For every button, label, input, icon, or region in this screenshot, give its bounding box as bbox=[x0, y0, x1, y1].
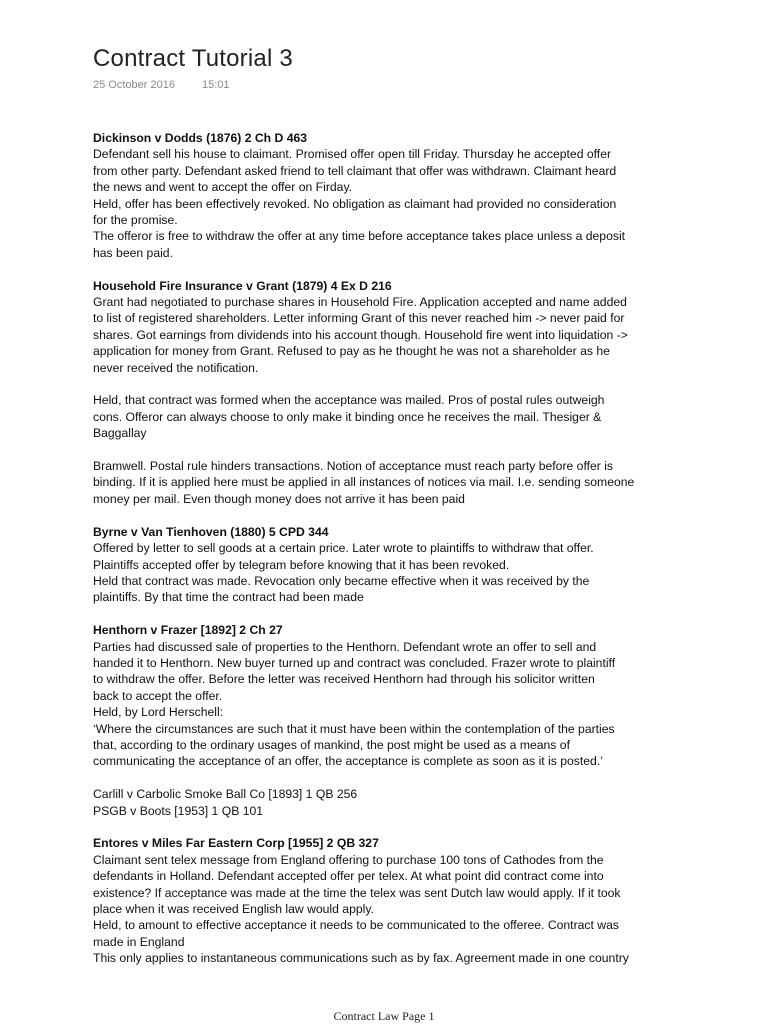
note-line: handed it to Henthorn. New buyer turned up and contract was concluded. Frazer wrote to plaintiff bbox=[93, 655, 616, 670]
note-line: Defendant sell his house to claimant. Promised offer open till Friday. Thursday he accepted offer bbox=[93, 147, 612, 162]
case-heading: Dickinson v Dodds (1876) 2 Ch D 463 bbox=[93, 131, 308, 145]
note-line: binding. If it is applied here must be applied in all instances of notices via mail. I.e. sending someone bbox=[93, 475, 635, 490]
note-line: Held, by Lord Herschell: bbox=[93, 705, 224, 720]
note-section bbox=[93, 278, 685, 376]
note-line: Bramwell. Postal rule hinders transactions. Notion of acceptance must reach party before offer is bbox=[93, 459, 614, 474]
note-section bbox=[93, 130, 685, 261]
note-line: has been paid. bbox=[93, 245, 173, 260]
note-line: PSGB v Boots [1953] 1 QB 101 bbox=[93, 803, 264, 818]
note-line: Grant had negotiated to purchase shares in Household Fire. Application accepted and name added bbox=[93, 295, 627, 310]
note-line: shares. Got earnings from dividends into his account though. Household fire went into liquidation -> bbox=[93, 327, 628, 342]
note-line: that, according to the ordinary usages of mankind, the post might be used as a means of bbox=[93, 737, 570, 752]
note-line: Plaintiffs accepted offer by telegram before knowing that it has been revoked. bbox=[93, 557, 510, 572]
case-heading: Entores v Miles Far Eastern Corp [1955] 2 QB 327 bbox=[93, 836, 379, 851]
note-line: for the promise. bbox=[93, 213, 178, 228]
note-line: ‘Where the circumstances are such that it must have been within the contemplation of the parties bbox=[93, 721, 615, 736]
note-line: Held, offer has been effectively revoked. No obligation as claimant had provided no consideration bbox=[93, 196, 617, 211]
note-line: Carlill v Carbolic Smoke Ball Co [1893] 1 QB 256 bbox=[93, 787, 358, 802]
note-section bbox=[93, 524, 685, 606]
note-line: Baggallay bbox=[93, 426, 147, 441]
note-line: plaintiffs. By that time the contract had been made bbox=[93, 590, 364, 605]
case-heading: Byrne v Van Tienhoven (1880) 5 CPD 344 bbox=[93, 524, 329, 539]
note-section bbox=[93, 835, 685, 966]
note-line: Offered by letter to sell goods at a certain price. Later wrote to plaintiffs to withdraw that offer. bbox=[93, 541, 594, 556]
case-heading: Henthorn v Frazer [1892] 2 Ch 27 bbox=[93, 623, 283, 638]
note-line: The offeror is free to withdraw the offer at any time before acceptance takes place unless a deposit bbox=[93, 229, 626, 244]
note-section bbox=[93, 458, 685, 507]
note-line: cons. Offeror can always choose to only make it binding once he receives the mail. Thesiger & bbox=[93, 409, 602, 424]
note-line: made in England bbox=[93, 934, 185, 949]
note-line: existence? If acceptance was made at the time the telex was sent Dutch law would apply. If it took bbox=[93, 885, 621, 900]
time-label: 15:01 bbox=[202, 79, 230, 91]
note-section bbox=[93, 392, 685, 441]
note-line: This only applies to instantaneous communications such as by fax. Agreement made in one country bbox=[93, 951, 629, 966]
note-line: Held, that contract was formed when the acceptance was mailed. Pros of postal rules outweigh bbox=[93, 393, 605, 408]
case-heading: Household Fire Insurance v Grant (1879) 4 Ex D 216 bbox=[93, 278, 392, 293]
note-line: application for money from Grant. Refused to pay as he thought he was not a shareholder as he bbox=[93, 344, 610, 359]
page-meta bbox=[93, 78, 230, 92]
page-footer: Contract Law Page 1 bbox=[333, 1009, 435, 1023]
note-section bbox=[93, 622, 685, 770]
note-line: money per mail. Even though money does not arrive it has been paid bbox=[93, 491, 465, 506]
note-line: communicating the acceptance of an offer, the acceptance is complete as soon as it is posted.’ bbox=[93, 754, 603, 769]
note-line: to withdraw the offer. Before the letter was received Henthorn had through his solicitor written bbox=[93, 672, 595, 687]
note-line: Held that contract was made. Revocation only became effective when it was received by the bbox=[93, 573, 590, 588]
note-line: from other party. Defendant asked friend to tell claimant that offer was withdrawn. Claimant heard bbox=[93, 163, 617, 178]
note-line: back to accept the offer. bbox=[93, 688, 223, 703]
note-line: never received the notification. bbox=[93, 360, 259, 375]
note-line: defendants in Holland. Defendant accepted offer per telex. At what point did contract come into bbox=[93, 869, 604, 884]
note-line: place when it was received English law would apply. bbox=[93, 901, 374, 916]
note-line: Held, to amount to effective acceptance it needs to be communicated to the offeree. Contract was bbox=[93, 918, 619, 933]
note-line: Parties had discussed sale of properties to the Henthorn. Defendant wrote an offer to sell and bbox=[93, 639, 597, 654]
note-body bbox=[93, 130, 685, 983]
note-line: the news and went to accept the offer on Firday. bbox=[93, 180, 353, 195]
note-line: Claimant sent telex message from England offering to purchase 100 tons of Cathodes from the bbox=[93, 852, 604, 867]
note-section bbox=[93, 786, 685, 819]
page-title: Contract Tutorial 3 bbox=[93, 45, 293, 72]
date-label: 25 October 2016 bbox=[93, 79, 175, 91]
note-line: to list of registered shareholders. Letter informing Grant of this never reached him -> never paid for bbox=[93, 311, 625, 326]
